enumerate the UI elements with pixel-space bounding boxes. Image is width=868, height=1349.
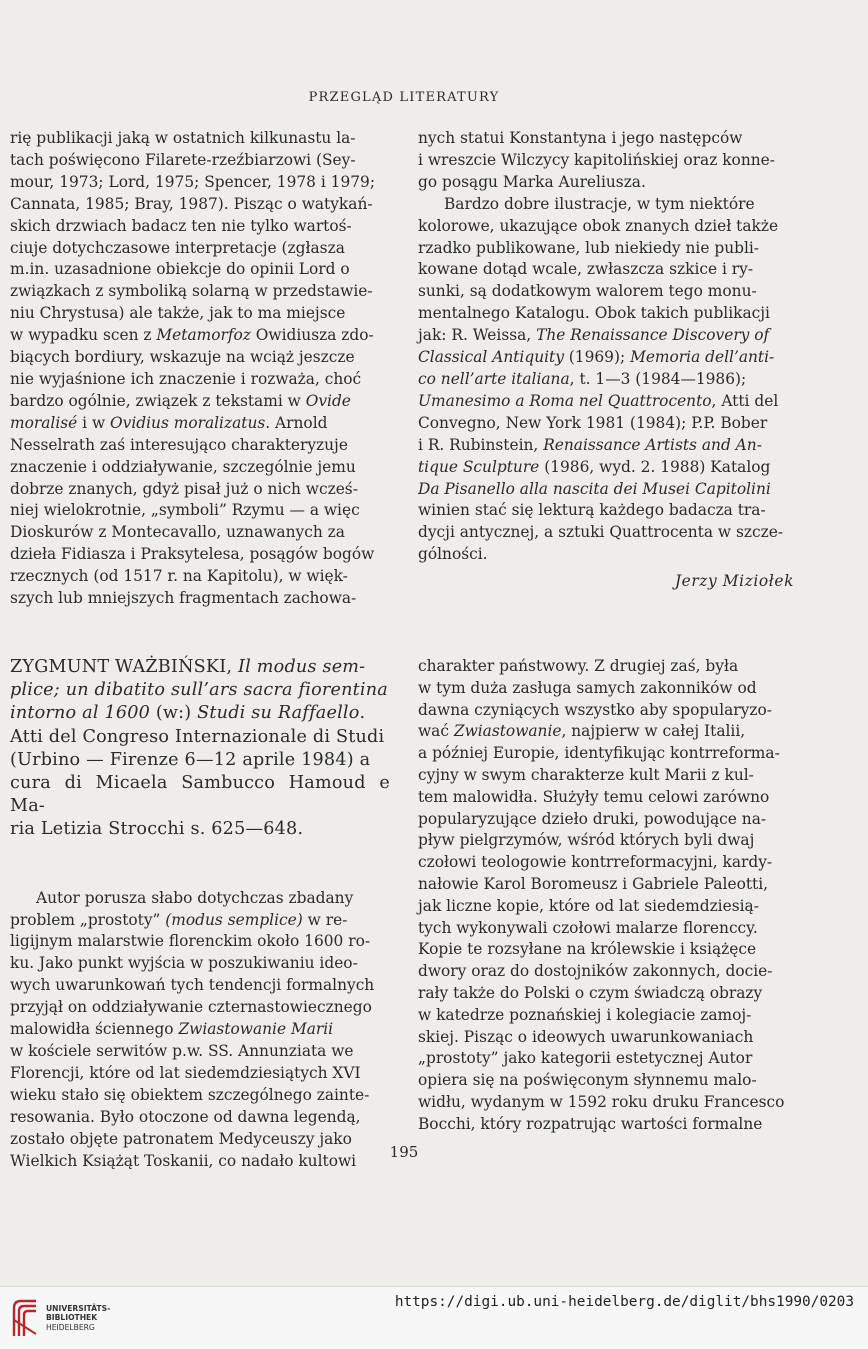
heidelberg-library-logo-icon (10, 1298, 40, 1338)
library-name: UNIVERSITÄTS- BIBLIOTHEK HEIDELBERG (46, 1303, 111, 1332)
review2-right-column (418, 656, 798, 1136)
review1-paragraph-illustrations: Bardzo dobre ilustracje, w tym niektóre kolorowe, ukazujące obok znanych dzieł także rzadko publikowane, lub niekiedy nie publi- kowane dotąd wcale, zwłaszcza szkice i ry- sunki, są dodatkowym walorem tego monu- mentalnego Katalogu. Obok takich publikacji jak: R. Weissa, The Renaissance Discovery of Classical Antiquity (1969); Memoria dell’anti- co nell’arte italiana, t. 1—3 (1984—1986); Umanesimo a Roma nel Quattrocento, Atti del Convegno, New York 1981 (1984); P.P. Bober i R. Rubinstein, Renaissance Artists and An- tique Sculpture (1986, wyd. 2. 1988) Katalog Da Pisanello alla nascita dei Musei Capitolini winien stać się lekturą każdego badacza tra- dycji antycznej, a sztuki Quattrocenta w szcze- gólności. (418, 194, 784, 564)
review1-signature: Jerzy Miziołek (674, 572, 794, 590)
running-title: PRZEGLĄD LITERATURY (308, 90, 500, 105)
permalink-url[interactable]: https://digi.ub.uni-heidelberg.de/diglit/bhs1990/0203 (394, 1294, 854, 1310)
review1-left-column (10, 128, 390, 610)
review1-paragraph-end: nych statui Konstantyna i jego następców i wreszcie Wilczycy kapitolińskiej oraz konne- go posągu Marka Aureliusza. (418, 129, 775, 191)
viewer-footer (0, 1286, 868, 1349)
review1-paragraph-continued: rię publikacji jaką w ostatnich kilkunastu la- tach poświęcono Filarete-rzeźbiarzowi (Sey- mour, 1973; Lord, 1975; Spencer, 1978 i 1979; Cannata, 1985; Bray, 1987). Pisząc o watykań- skich drzwiach badacz ten nie tylko wartoś- ciuje dotychczasowe interpretacje (zgłasza m.in. uzasadnione obiekcje do opinii Lord o związkach z symboliką solarną w przedstawie- niu Chrystusa) ale także, jak to ma miejsce w wypadku scen z Metamorfoz Owidiusza zdo- biących bordiury, wskazuje na wciąż jeszcze nie wyjaśnione ich znaczenie i rozważa, choć bardzo ogólnie, związek z tekstami w Ovide moralisé i w Ovidius moralizatus. Arnold Nesselrath zaś interesująco charakteryzuje znaczenie i oddziaływanie, szczególnie jemu dobrze znanych, gdyż pisał już o nich wcześ- niej wielokrotnie, „symboli” Rzymu — a więc Dioskurów z Montecavallo, uznawanych za dzieła Fidiasza i Praksytelesa, posągów bogów rzecznych (od 1517 r. na Kapitolu), w więk- szych lub mniejszych fragmentach zachowa- (10, 129, 376, 608)
review2-paragraph-continued: charakter państwowy. Z drugiej zaś, była w tym duża zasługa samych zakonników od dawna czyniących wszystko aby spopularyzo- wać Zwiastowanie, najpierw w całej Italii, a później Europie, identyfikując kontrreforma- cyjny w swym charakterze kult Marii z kul- tem malowidła. Służyły temu celowi zarówno popularyzujące dzieło druki, powodujące na- pływ pielgrzymów, wśród których byli dwaj czołowi teologowie kontrreformacyjni, kardy- nałowie Karol Boromeusz i Gabriele Paleotti, jak liczne kopie, które od lat siedemdziesią- tych wykonywali czołowi malarze florenccy. Kopie te rozsyłane na królewskie i książęce dwory oraz do dostojników zakonnych, docie- rały także do Polski o czym świadczą obrazy w katedrze poznańskiej i kolegiacie zamoj- skiej. Pisząc o ideowych uwarunkowaniach „prostoty” jako kategorii estetycznej Autor opiera się na poświęconym słynnemu malo- widłu, wydanym w 1592 roku druku Francesco Bocchi, który rozpatrując wartości formalne (418, 657, 785, 1133)
library-logo[interactable] (10, 1295, 130, 1341)
review1-right-column (418, 128, 798, 566)
review2-bibliographic-entry: ZYGMUNT WAŻBIŃSKI, Il modus sem- plice; un dibatito sull’ars sacra fiorentina intorno al 1600 (w:) Studi su Raffaello. Atti del Congreso Internazionale di Studi (Urbino — Firenze 6—12 aprile 1984) a cura di Micaela Sambucco Hamoud e Ma- ria Letizia Strocchi s. 625—648. (10, 657, 390, 840)
review2-left-column (10, 656, 390, 1172)
review2-paragraph-intro: Autor porusza słabo dotychczas zbadany problem „prostoty” (modus semplice) w re- ligijnym malarstwie florenckim około 1600 ro- ku. Jako punkt wyjścia w poszukiwaniu ideo- wych uwarunkowań tych tendencji formalnych przyjął on oddziaływanie czternastowiecznego malowidła ściennego Zwiastowanie Marii w kościele serwitów p.w. SS. Annunziata we Florencji, które od lat siedemdziesiątych XVI wieku stało się obiektem szczególnego zainte- resowania. Było otoczone od dawna legendą, zostało objęte patronatem Medyceuszy jako Wielkich Książąt Toskanii, co nadało kultowi (10, 888, 375, 1170)
page-number: 195 (389, 1143, 419, 1161)
